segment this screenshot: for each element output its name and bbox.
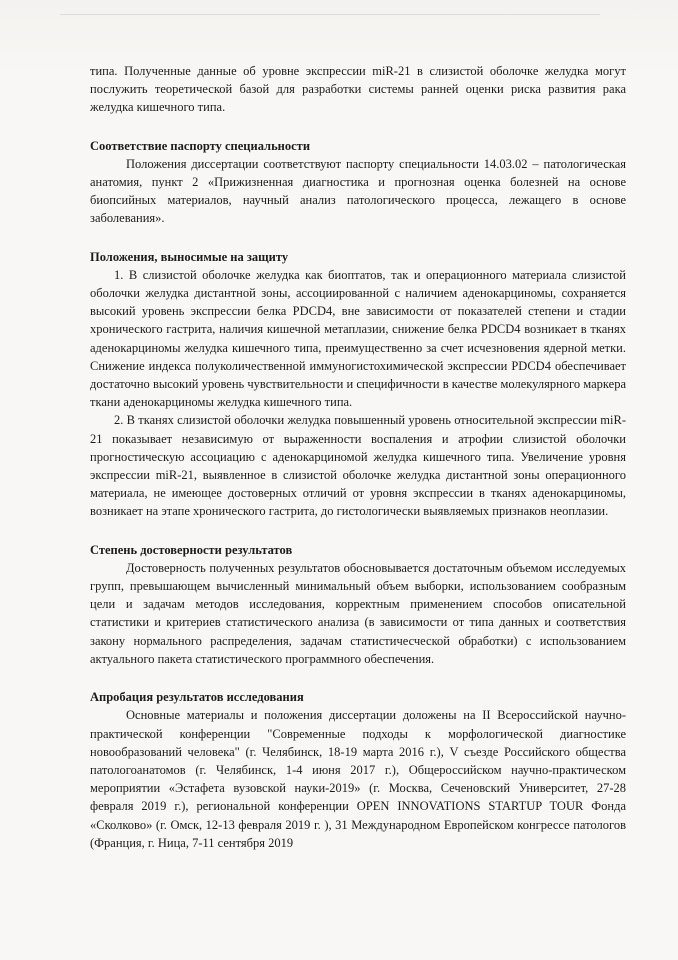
intro-paragraph: типа. Полученные данные об уровне экспрессии miR-21 в слизистой оболочке желудка могут послужить теоретической базой для разработки системы ранней оценки риска развития рака желудка кишечного типа.: [90, 64, 626, 115]
reliability-paragraph: Достоверность полученных результатов обосновывается достаточным объемом исследуемых групп, превышающем вычисленный минимальный объем выборки, использованием сообразным цели и задачам методов исследования, корректным применением способов описательной статистики и критериев статистического анализа (в зависимости от типа данных и соответствия закону нормального распределения, задачам статистичесческой обработки) с использованием актуального пакета статистического программного обеспечения.: [90, 560, 626, 666]
approbation-heading: Апробация результатов исследования: [90, 690, 304, 705]
scan-artifact: [60, 14, 600, 15]
theses-list: [90, 266, 626, 521]
reliability-heading: Степень достоверности результатов: [90, 542, 293, 557]
thesis-item-2: 2. В тканях слизистой оболочки желудка повышенный уровень относительной экспрессии miR-21 показывает независимую от выраженности воспаления и атрофии слизистой оболочки прогностическую ассоциацию с аденокарциномой желудка кишечного типа. Увеличение уровня экспрессии miR-21, выявленное в слизистой оболочке желудка дистантной зоны операционного материала, не имеющее достоверных отличий от уровня экспрессии в тканях аденокарциномы, возникает на этапе хронического гастрита, до гистологически выявляемых признаков неоплазии.: [90, 413, 626, 519]
document-body: [90, 62, 626, 852]
passport-paragraph: Положения диссертации соответствуют паспорту специальности 14.03.02 – патологическая анатомия, пункт 2 «Прижизненная диагностика и прогнозная оценка болезней на основе биопсийных материалов, научный анализ патологического процесса, лежащего в основе заболевания».: [90, 156, 626, 226]
passport-heading: Соответствие паспорту специальности: [90, 138, 311, 153]
approbation-paragraph: Основные материалы и положения диссертации доложены на II Всероссийской научно-практической конференции "Современные подходы к морфологической диагностике новообразований человека" (г. Челябинск, 18-19 марта 2016 г.), V съезде Российского общества патологоанатомов (г. Челябинск, 1-4 июня 2017 г.), Общероссийском научно-практическом мероприятии «Эстафета вузовской науки-2019» (г. Москва, Сеченовский Университет, 27-28 февраля 2019 г.), региональной конференции OPEN INNOVATIONS STARTUP TOUR Фонда «Сколково» (г. Омск, 12-13 февраля 2019 г. ), 31 Международном Европейском конгрессе патологов (Франция, г. Ница, 7-11 сентября 2019: [90, 708, 626, 850]
thesis-item-1: 1. В слизистой оболочке желудка как биоптатов, так и операционного материала слизистой оболочки желудка дистантной зоны, ассоциированной с наличием аденокарциномы, сохраняется высокий уровень экспрессии белка PDCD4, вне зависимости от показателей степени и стадии хронического гастрита, наличия кишечной метаплазии, снижение белка PDCD4 возникает в тканях аденокарциномы желудка кишечного типа, преимущественно за счет исчезновения ядерной метки. Снижение индекса полуколичественной иммуногистохимической экспрессии PDCD4 обеспечивает достаточно высокий уровень чувствительности и специфичности в качестве молекулярного маркера ткани аденокарциномы желудка кишечного типа.: [90, 267, 626, 410]
theses-heading: Положения, выносимые на защиту: [90, 249, 289, 264]
